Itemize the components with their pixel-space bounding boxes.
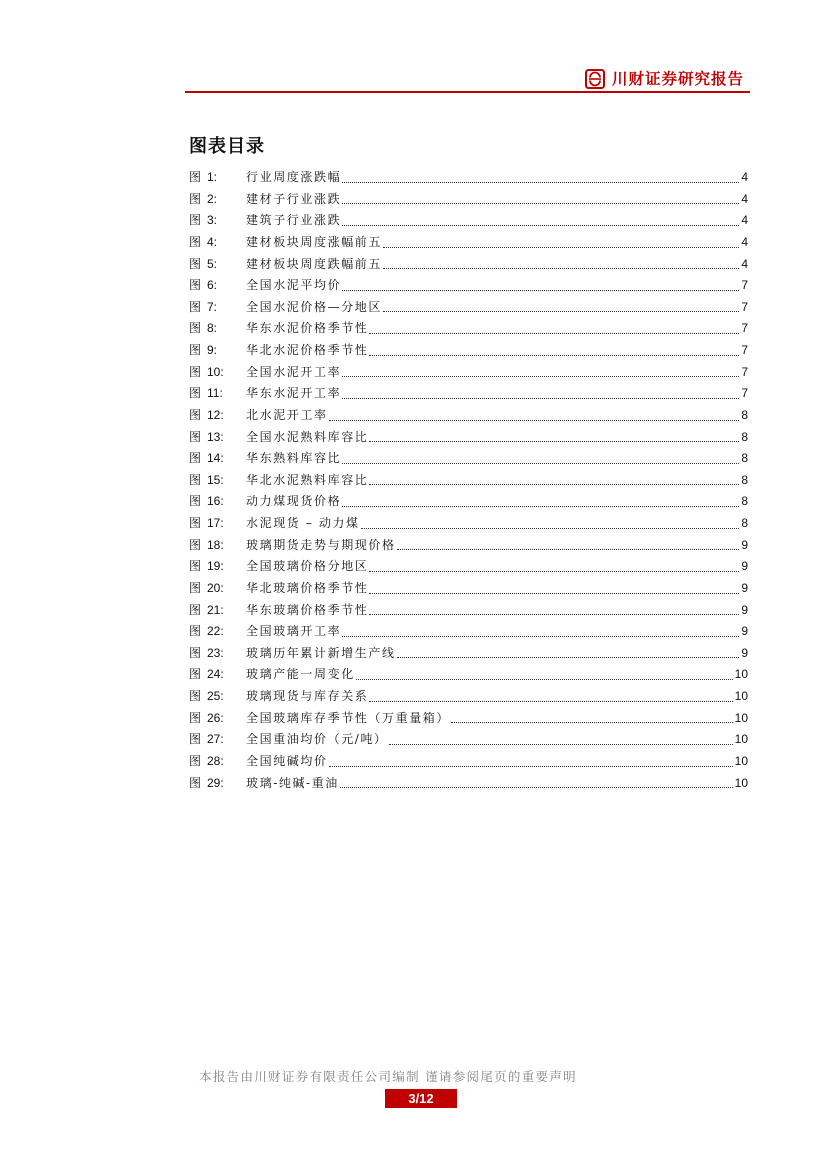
- toc-entry-number: 21:: [207, 602, 224, 617]
- toc-entry-prefix: 图: [189, 624, 202, 639]
- dot-leader: [389, 723, 733, 745]
- toc-entry-page: 7: [741, 386, 748, 401]
- toc-entry-prefix: 图: [189, 775, 202, 790]
- dot-leader: [342, 615, 739, 637]
- toc-entry-title: 华东玻璃价格季节性: [246, 602, 369, 617]
- toc-entry-page: 9: [741, 559, 748, 574]
- dot-leader: [342, 204, 739, 226]
- toc-entry-number: 2:: [207, 191, 218, 206]
- toc-entry-prefix: 图: [189, 494, 202, 509]
- toc-entry-title: 行业周度涨跌幅: [246, 170, 342, 184]
- toc-entry-number: 1:: [207, 170, 218, 184]
- toc-entry-title: 华东水泥开工率: [246, 386, 342, 401]
- toc-entry-prefix: 图: [189, 451, 202, 466]
- toc-entry-title: 华北水泥价格季节性: [246, 343, 369, 357]
- toc-entry-prefix: 图: [189, 170, 202, 184]
- toc-entry-title: 全国玻璃价格分地区: [246, 559, 369, 574]
- dot-leader: [369, 421, 739, 443]
- toc-entry-number: 5:: [207, 256, 218, 271]
- toc-entry-number: 6:: [207, 278, 218, 293]
- toc-entry-title: 华东熟料库容比: [246, 451, 342, 466]
- toc-entry-title: 全国玻璃开工率: [246, 624, 342, 639]
- toc-entry-title: 建材板块周度涨幅前五: [246, 234, 383, 249]
- toc-entry-page: 10: [734, 732, 748, 747]
- toc-entry-prefix: 图: [189, 667, 202, 682]
- toc-entry-number: 16:: [207, 494, 224, 509]
- toc-entry-page: 9: [741, 645, 748, 660]
- toc-entry-prefix: 图: [189, 580, 202, 595]
- dot-leader: [369, 572, 739, 594]
- figure-list: [189, 167, 748, 794]
- toc-entry-prefix: 图: [189, 386, 202, 401]
- toc-entry-number: 8:: [207, 321, 218, 336]
- toc-entry-number: 20:: [207, 580, 224, 595]
- toc-entry-page: 7: [741, 299, 748, 314]
- toc-entry-page: 8: [741, 451, 748, 466]
- toc-entry-number: 3:: [207, 213, 218, 228]
- toc-entry-page: 4: [741, 170, 748, 184]
- toc-entry-number: 26:: [207, 710, 224, 725]
- toc-entry-title: 建筑子行业涨跌: [246, 213, 342, 228]
- toc-entry-page: 7: [741, 364, 748, 379]
- toc-entry-title: 全国水泥熟料库容比: [246, 429, 369, 444]
- toc-entry-title: 华东水泥价格季节性: [246, 321, 369, 336]
- dot-leader: [383, 226, 739, 248]
- toc-entry-number: 27:: [207, 732, 224, 747]
- toc-entry-page: 10: [734, 667, 748, 682]
- toc-entry-title: 建材板块周度跌幅前五: [246, 256, 383, 271]
- dot-leader: [369, 312, 739, 334]
- toc-entry-number: 13:: [207, 429, 224, 444]
- toc-entry-title: 玻璃历年累计新增生产线: [246, 645, 396, 660]
- toc-entry-title: 全国纯碱均价: [246, 753, 328, 768]
- toc-entry-prefix: 图: [189, 537, 202, 552]
- toc-entry-page: 8: [741, 472, 748, 487]
- dot-leader: [369, 680, 732, 702]
- chuancai-logo-icon: [585, 69, 605, 89]
- dot-leader: [342, 161, 739, 183]
- toc-entry-number: 29:: [207, 775, 224, 790]
- toc-entry-title: 全国水泥平均价: [246, 278, 342, 293]
- dot-leader: [342, 269, 739, 291]
- dot-leader: [369, 334, 739, 356]
- dot-leader: [342, 377, 739, 399]
- toc-entry-page: 9: [741, 602, 748, 617]
- toc-entry-page: 10: [734, 710, 748, 725]
- toc-entry-prefix: 图: [189, 710, 202, 725]
- toc-entry-number: 10:: [207, 364, 224, 379]
- toc-entry-prefix: 图: [189, 343, 202, 357]
- toc-entry-title: 北水泥开工率: [246, 407, 328, 422]
- toc-entry-number: 19:: [207, 559, 224, 574]
- dot-leader: [383, 248, 739, 270]
- dot-leader: [397, 637, 740, 659]
- toc-entry-number: 18:: [207, 537, 224, 552]
- toc-entry-number: 14:: [207, 451, 224, 466]
- toc-entry-number: 23:: [207, 645, 224, 660]
- toc-entry-number: 12:: [207, 407, 224, 422]
- toc-entry-page: 9: [741, 624, 748, 639]
- dot-leader: [342, 442, 739, 464]
- toc-entry-title: 建材子行业涨跌: [246, 191, 342, 206]
- toc-entry-title: 水泥现货 – 动力煤: [246, 516, 360, 530]
- toc-entry-number: 7:: [207, 299, 218, 314]
- toc-entry-prefix: 图: [189, 364, 202, 379]
- toc-entry-page: 8: [741, 407, 748, 422]
- toc-entry-prefix: 图: [189, 516, 202, 530]
- footer-disclaimer: 本报告由川财证券有限责任公司编制 谨请参阅尾页的重要声明: [199, 1069, 577, 1084]
- toc-entry-prefix: 图: [189, 278, 202, 293]
- toc-entry-page: 10: [734, 689, 748, 703]
- toc-entry-number: 9:: [207, 343, 218, 357]
- toc-entry-prefix: 图: [189, 645, 202, 660]
- toc-entry-title: 华北玻璃价格季节性: [246, 580, 369, 595]
- dot-leader: [397, 529, 740, 551]
- dot-leader: [369, 464, 739, 486]
- dot-leader: [342, 485, 739, 507]
- toc-entry-prefix: 图: [189, 299, 202, 314]
- toc-entry-number: 22:: [207, 624, 224, 639]
- toc-entry-title: 全国玻璃库存季节性（万重量箱）: [246, 710, 451, 725]
- toc-entry-page: 4: [741, 256, 748, 271]
- toc-entry-title: 全国重油均价（元/吨）: [246, 732, 388, 747]
- toc-entry-number: 28:: [207, 753, 224, 768]
- toc-entry-number: 25:: [207, 689, 224, 703]
- toc-entry-page: 7: [741, 343, 748, 357]
- toc-entry-title: 玻璃期货走势与期现价格: [246, 537, 396, 552]
- dot-leader: [361, 507, 740, 529]
- toc-entry-page: 4: [741, 191, 748, 206]
- dot-leader: [356, 658, 733, 680]
- toc-entry[interactable]: [189, 773, 748, 795]
- toc-entry-title: 玻璃-纯碱-重油: [246, 775, 339, 790]
- toc-entry-prefix: 图: [189, 321, 202, 336]
- report-brand-title: 川财证券研究报告: [612, 69, 745, 88]
- toc-entry-prefix: 图: [189, 234, 202, 249]
- toc-entry-prefix: 图: [189, 602, 202, 617]
- toc-entry-title: 全国水泥开工率: [246, 364, 342, 379]
- toc-entry-prefix: 图: [189, 256, 202, 271]
- toc-entry-page: 7: [741, 278, 748, 293]
- dot-leader: [383, 291, 739, 313]
- toc-entry-title: 动力煤现货价格: [246, 494, 342, 509]
- toc-entry-number: 24:: [207, 667, 224, 682]
- toc-entry-number: 11:: [207, 386, 223, 401]
- dot-leader: [369, 594, 739, 616]
- toc-entry-prefix: 图: [189, 472, 202, 487]
- toc-entry-page: 10: [734, 775, 748, 790]
- toc-entry-prefix: 图: [189, 213, 202, 228]
- dot-leader: [369, 550, 739, 572]
- page-title: 图表目录: [189, 136, 265, 157]
- toc-entry-page: 4: [741, 234, 748, 249]
- toc-entry-page: 9: [741, 580, 748, 595]
- toc-entry-prefix: 图: [189, 191, 202, 206]
- header-divider: [185, 91, 750, 93]
- toc-entry-number: 15:: [207, 472, 224, 487]
- toc-entry-prefix: 图: [189, 429, 202, 444]
- toc-entry-title: 华北水泥熟料库容比: [246, 472, 369, 487]
- toc-entry-title: 玻璃现货与库存关系: [246, 689, 369, 703]
- toc-entry-prefix: 图: [189, 732, 202, 747]
- toc-entry-page: 8: [741, 429, 748, 444]
- toc-entry-page: 4: [741, 213, 748, 228]
- toc-entry-prefix: 图: [189, 407, 202, 422]
- dot-leader: [451, 702, 733, 724]
- toc-entry-prefix: 图: [189, 753, 202, 768]
- toc-entry-number: 4:: [207, 234, 218, 249]
- toc-entry-page: 9: [741, 537, 748, 552]
- toc-entry-page: 10: [734, 753, 748, 768]
- toc-entry-page: 8: [741, 494, 748, 509]
- toc-entry-title: 玻璃产能一周变化: [246, 667, 355, 682]
- dot-leader: [342, 183, 739, 205]
- toc-entry-page: 8: [741, 516, 748, 530]
- toc-entry-prefix: 图: [189, 559, 202, 574]
- dot-leader: [342, 356, 739, 378]
- dot-leader: [340, 767, 733, 789]
- toc-entry-prefix: 图: [189, 689, 202, 703]
- toc-entry-page: 7: [741, 321, 748, 336]
- toc-entry-number: 17:: [207, 516, 224, 530]
- dot-leader: [329, 745, 733, 767]
- toc-entry-title: 全国水泥价格—分地区: [246, 299, 383, 314]
- page-number-badge: 3/12: [385, 1089, 457, 1108]
- dot-leader: [329, 399, 740, 421]
